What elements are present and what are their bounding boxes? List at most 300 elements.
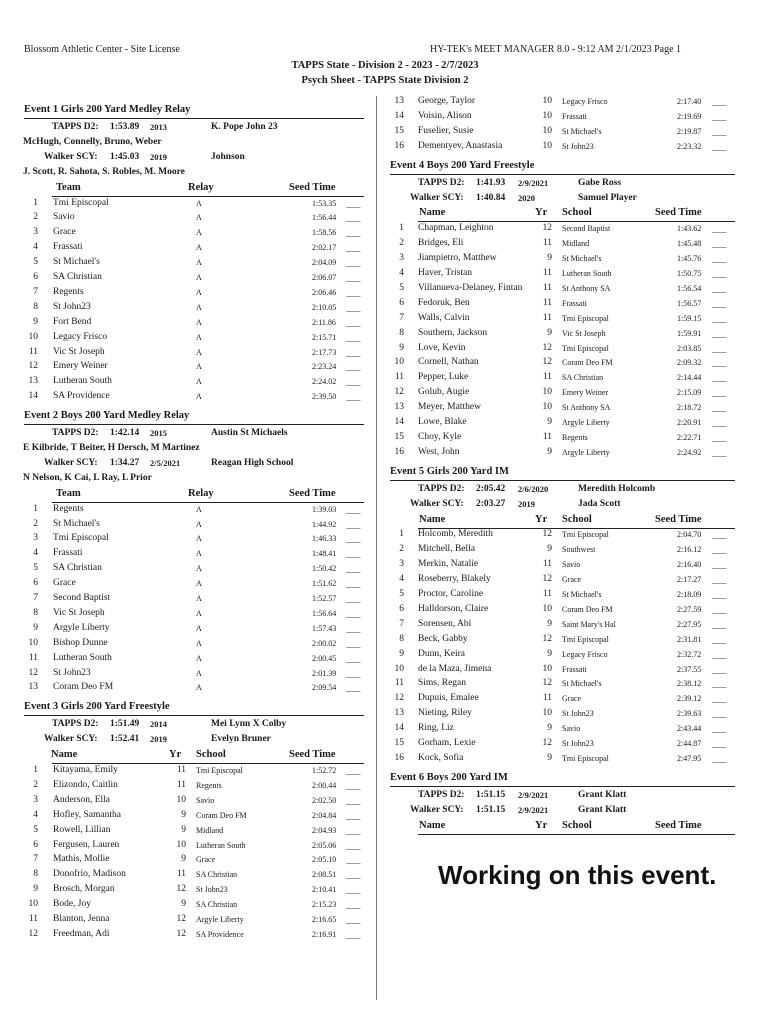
seed-rank: 8 [33, 301, 38, 312]
result-blank: ____ [712, 754, 726, 764]
header-yr: Yr [535, 207, 548, 219]
swimmer-year: 9 [547, 723, 552, 734]
result-blank: ____ [346, 363, 360, 373]
school-name: Grace [196, 855, 216, 865]
swimmer-name: Chapman, Leighton [418, 223, 494, 234]
record-date: 2/9/2021 [518, 177, 549, 188]
result-blank: ____ [346, 393, 360, 403]
relay-entry-row [24, 608, 364, 622]
swimmer-year: 12 [542, 678, 552, 689]
record-date: 2020 [518, 192, 535, 203]
seed-time: 2:24.92 [677, 447, 702, 457]
relay-letter: A [196, 638, 202, 648]
result-blank: ____ [346, 811, 360, 821]
seed-time: 2:19.87 [677, 126, 702, 136]
swimmer-year: 9 [547, 446, 552, 457]
record-line [390, 805, 735, 819]
result-blank: ____ [346, 303, 360, 313]
psych-sheet-title: Psych Sheet - TAPPS State Division 2 [301, 75, 469, 86]
school-name: Frassati [562, 111, 587, 121]
header-name: Name [419, 207, 446, 219]
seed-rank: 13 [394, 708, 404, 719]
school-name: St Anthony SA [562, 403, 611, 413]
record-label: Walker SCY: [410, 804, 464, 815]
swimmer-entry-row [390, 432, 735, 446]
record-label: TAPPS D2: [418, 483, 465, 494]
result-blank: ____ [712, 359, 726, 369]
seed-rank: 6 [399, 297, 404, 308]
relay-entry-row [24, 533, 364, 547]
header-yr: Yr [535, 819, 548, 831]
event-title-rule [390, 174, 735, 175]
result-blank: ____ [712, 695, 726, 705]
team-name: Argyle Liberty [53, 622, 110, 633]
seed-time: 1:45.48 [677, 239, 702, 249]
swimmer-year: 12 [176, 928, 186, 939]
seed-time: 2:05.10 [312, 855, 337, 865]
result-blank: ____ [346, 654, 360, 664]
seed-rank: 8 [33, 607, 38, 618]
swimmer-year: 10 [542, 402, 552, 413]
team-name: Lutheran South [53, 652, 112, 663]
school-name: Lutheran South [196, 840, 246, 850]
header-seed-time: Seed Time [655, 513, 702, 525]
seed-rank: 2 [399, 544, 404, 555]
team-name: Second Baptist [53, 593, 111, 603]
team-name: Tmi Episcopal [53, 197, 109, 208]
school-name: Lutheran South [562, 269, 612, 278]
swimmer-entry-row [390, 357, 735, 371]
swimmer-year: 11 [542, 589, 552, 599]
team-name: Legacy Frisco [53, 331, 108, 342]
swimmer-year: 12 [542, 342, 552, 353]
record-holder: Reagan High School [211, 457, 294, 468]
record-date: 2019 [518, 498, 535, 509]
seed-rank: 6 [399, 603, 404, 614]
seed-rank: 13 [394, 402, 404, 413]
school-name: St John23 [562, 709, 594, 719]
relay-entry-row [24, 227, 364, 241]
swimmer-entry-row [390, 693, 735, 707]
column-header-rule [418, 528, 735, 529]
record-line [24, 428, 364, 442]
seed-rank: 13 [394, 96, 404, 106]
swimmer-year: 10 [542, 387, 552, 398]
team-name: St John23 [53, 301, 91, 312]
school-name: Midland [562, 239, 590, 249]
seed-time: 2:22.71 [677, 432, 702, 442]
record-line [390, 178, 735, 192]
seed-time: 1:52.57 [312, 594, 337, 603]
seed-rank: 9 [33, 884, 38, 895]
swimmer-name: Walls, Calvin [418, 312, 470, 323]
seed-time: 2:04.09 [312, 258, 337, 268]
seed-rank: 7 [399, 618, 404, 629]
seed-time: 1:56.54 [677, 283, 702, 293]
swimmer-entry-row [390, 223, 735, 237]
seed-time: 2:18.09 [677, 590, 702, 599]
swimmer-name: Cornell, Nathan [418, 357, 479, 368]
seed-time: 2:43.44 [677, 724, 702, 734]
seed-time: 2:06.07 [312, 273, 337, 282]
seed-time: 1:52.72 [312, 766, 337, 775]
result-blank: ____ [712, 142, 726, 152]
relay-letter: A [196, 653, 202, 663]
result-blank: ____ [346, 595, 360, 604]
team-name: Vic St Joseph [53, 346, 105, 357]
record-date: 2014 [150, 719, 167, 730]
header-seed-time: Seed Time [655, 207, 702, 219]
record-time: 1:42.14 [110, 428, 140, 439]
result-blank: ____ [712, 127, 726, 137]
school-name: SA Christian [562, 373, 604, 383]
record-label: Walker SCY: [410, 498, 464, 509]
school-name: Savio [562, 724, 581, 734]
relay-letter: A [196, 347, 202, 357]
seed-rank: 7 [33, 854, 38, 865]
seed-rank: 1 [399, 529, 404, 540]
seed-time: 1:56.57 [677, 298, 702, 308]
swimmer-name: Hofley, Samantha [53, 809, 121, 820]
record-line [24, 458, 364, 472]
relay-entry-row [24, 317, 364, 331]
school-name: Regents [562, 432, 588, 442]
swimmer-name: Choy, Kyle [418, 431, 462, 442]
swimmer-year: 9 [547, 417, 552, 427]
result-blank: ____ [346, 565, 360, 575]
seed-rank: 14 [394, 417, 404, 427]
result-blank: ____ [712, 448, 726, 458]
swimmer-year: 9 [547, 618, 552, 629]
seed-rank: 5 [33, 563, 38, 574]
seed-rank: 2 [33, 212, 38, 223]
record-label: Walker SCY: [44, 734, 98, 745]
seed-time: 2:04.70 [677, 530, 702, 540]
result-blank: ____ [712, 419, 726, 428]
column-headers [390, 820, 735, 834]
record-time: 1:51.49 [110, 719, 140, 730]
seed-rank: 1 [33, 503, 38, 514]
swimmer-entry-row [24, 810, 364, 824]
header-yr: Yr [169, 749, 182, 761]
swimmer-name: Elizondo, Caitlin [53, 779, 118, 790]
record-line [24, 152, 364, 166]
relay-letter: A [196, 683, 202, 693]
record-time: 2:05.42 [476, 483, 506, 494]
swimmer-name: Fuselier, Susie [418, 125, 474, 136]
swimmer-year: 11 [542, 372, 552, 383]
record-line [24, 719, 364, 733]
result-blank: ____ [712, 561, 726, 571]
seed-time: 2:27.59 [677, 604, 702, 614]
school-name: Tmi Episcopal [562, 753, 609, 763]
seed-time: 2:10.41 [312, 885, 337, 895]
header-seed-time: Seed Time [289, 749, 336, 761]
relay-entry-row [24, 376, 364, 390]
swimmer-name: Sorensen, Abi [418, 618, 472, 629]
seed-rank: 8 [33, 869, 38, 880]
seed-time: 2:15.71 [312, 332, 337, 342]
seed-rank: 3 [33, 794, 38, 805]
record-label: Walker SCY: [410, 192, 464, 203]
swimmer-name: West, John [418, 446, 460, 457]
seed-rank: 3 [33, 227, 38, 238]
result-blank: ____ [712, 576, 726, 586]
seed-time: 2:17.73 [312, 347, 337, 357]
result-blank: ____ [346, 856, 360, 866]
school-name: Legacy Frisco [562, 649, 608, 659]
record-line [390, 193, 735, 207]
relay-entry-row [24, 563, 364, 577]
record-holder: Johnson [211, 151, 245, 162]
relay-entry-row [24, 347, 364, 361]
seed-rank: 11 [394, 372, 404, 383]
team-name: Emery Weiner [53, 361, 108, 372]
seed-rank: 10 [28, 331, 38, 342]
seed-time: 2:08.51 [312, 870, 337, 880]
column-headers [390, 207, 735, 221]
relay-letter: A [196, 504, 202, 514]
result-blank: ____ [712, 531, 726, 541]
swimmer-entry-row [390, 559, 735, 573]
result-blank: ____ [712, 284, 726, 294]
result-blank: ____ [712, 605, 726, 615]
seed-rank: 6 [33, 578, 38, 589]
result-blank: ____ [712, 591, 726, 600]
seed-rank: 8 [399, 633, 404, 644]
seed-time: 2:15.09 [677, 388, 702, 398]
seed-time: 2:09.54 [312, 683, 337, 693]
swimmer-entry-row [24, 914, 364, 928]
swimmer-entry-row [24, 929, 364, 943]
seed-time: 1:43.62 [677, 224, 702, 234]
seed-rank: 14 [394, 110, 404, 121]
result-blank: ____ [712, 270, 726, 279]
seed-time: 2:17.40 [677, 97, 702, 106]
swimmer-year: 12 [542, 223, 552, 234]
seed-rank: 3 [399, 559, 404, 570]
seed-rank: 13 [28, 376, 38, 387]
relay-letter: A [196, 608, 202, 618]
swimmer-entry-row [390, 604, 735, 618]
school-name: SA Christian [196, 870, 238, 880]
team-name: Vic St Joseph [53, 607, 105, 618]
result-blank: ____ [346, 378, 360, 388]
school-name: St Michael's [562, 126, 602, 136]
record-relay-names: J. Scott, R. Sahota, S. Robles, M. Moore [23, 166, 185, 177]
result-blank: ____ [346, 229, 360, 239]
seed-time: 2:11.86 [312, 317, 336, 327]
event-title: Event 4 Boys 200 Yard Freestyle [390, 159, 535, 171]
swimmer-entry-row [390, 417, 735, 431]
header-yr: Yr [535, 513, 548, 525]
result-blank: ____ [712, 112, 726, 122]
relay-entry-row [24, 682, 364, 696]
swimmer-name: Bode, Joy [53, 899, 91, 910]
event-title: Event 6 Boys 200 Yard IM [390, 771, 508, 783]
swimmer-year: 10 [542, 96, 552, 106]
swimmer-name: Proctor, Caroline [418, 589, 484, 599]
swimmer-entry-row [24, 899, 364, 913]
result-blank: ____ [346, 841, 360, 851]
team-name: Lutheran South [53, 376, 112, 387]
team-name: SA Christian [53, 272, 102, 282]
seed-rank: 15 [394, 431, 404, 442]
school-name: Grace [562, 694, 582, 704]
relay-letter: A [196, 258, 202, 268]
team-name: St Michael's [53, 518, 100, 529]
result-blank: ____ [346, 767, 360, 776]
swimmer-name: Kitayama, Emily [53, 765, 118, 775]
seed-time: 2:39.12 [677, 694, 702, 704]
relay-entry-row [24, 653, 364, 667]
seed-rank: 5 [33, 257, 38, 268]
seed-time: 2:19.69 [677, 111, 702, 121]
event-title: Event 1 Girls 200 Yard Medley Relay [24, 104, 191, 115]
swimmer-year: 12 [176, 884, 186, 895]
seed-rank: 8 [399, 327, 404, 338]
seed-rank: 16 [394, 446, 404, 457]
swimmer-entry-row [390, 268, 735, 282]
record-label: TAPPS D2: [52, 719, 99, 730]
relay-letter: A [196, 332, 202, 342]
swimmer-entry-row [390, 298, 735, 312]
swimmer-entry-row [390, 402, 735, 416]
header-team: Team [56, 487, 81, 499]
seed-time: 1:44.92 [312, 519, 337, 529]
school-name: Savio [562, 560, 581, 570]
header-seed-time: Seed Time [289, 181, 336, 193]
relay-entry-row [24, 504, 364, 518]
team-name: Fort Bend [53, 316, 92, 327]
swimmer-year: 12 [542, 633, 552, 644]
relay-entry-row [24, 242, 364, 256]
seed-rank: 2 [399, 238, 404, 249]
column-headers [24, 488, 364, 502]
result-blank: ____ [346, 288, 360, 298]
seed-rank: 10 [394, 663, 404, 674]
column-header-rule [52, 763, 364, 764]
relay-entry-row [24, 332, 364, 346]
seed-time: 2:16.12 [677, 545, 702, 555]
swimmer-entry-row [390, 141, 735, 155]
swimmer-year: 9 [181, 824, 186, 835]
swimmer-year: 12 [542, 357, 552, 368]
school-name: St John23 [562, 739, 594, 748]
swimmer-entry-row [390, 708, 735, 722]
result-blank: ____ [346, 274, 360, 283]
seed-rank: 9 [33, 622, 38, 633]
seed-rank: 16 [394, 140, 404, 151]
seed-rank: 12 [394, 693, 404, 704]
school-name: Coram Deo FM [196, 810, 247, 820]
team-name: Regents [53, 503, 84, 514]
result-blank: ____ [346, 333, 360, 343]
school-name: Midland [196, 825, 224, 835]
relay-letter: A [196, 273, 202, 282]
result-blank: ____ [712, 710, 726, 720]
seed-rank: 4 [399, 574, 404, 585]
swimmer-year: 9 [547, 752, 552, 763]
result-blank: ____ [346, 684, 360, 694]
record-time: 1:40.84 [476, 192, 506, 203]
seed-rank: 4 [33, 809, 38, 820]
result-blank: ____ [346, 871, 360, 881]
column-header-rule [52, 502, 364, 503]
result-blank: ____ [712, 329, 726, 339]
swimmer-year: 9 [547, 544, 552, 555]
record-holder: Austin St Michaels [211, 428, 288, 439]
header-seed-time: Seed Time [655, 819, 702, 831]
swimmer-year: 12 [542, 738, 552, 748]
column-headers [24, 182, 364, 196]
swimmer-name: Villanueva-Delaney, Fintan [418, 282, 523, 293]
record-line [24, 122, 364, 136]
swimmer-entry-row [390, 664, 735, 678]
seed-rank: 12 [394, 387, 404, 398]
record-line [24, 734, 364, 748]
team-name: Regents [53, 286, 84, 297]
header-relay: Relay [188, 487, 214, 499]
swimmer-year: 10 [542, 603, 552, 614]
seed-time: 2:00.02 [312, 638, 337, 648]
swimmer-entry-row [390, 328, 735, 342]
relay-entry-row [24, 519, 364, 533]
swimmer-year: 9 [181, 809, 186, 820]
column-headers [24, 749, 364, 763]
seed-time: 2:03.85 [677, 343, 702, 353]
relay-letter: A [196, 243, 202, 253]
result-blank: ____ [346, 669, 360, 679]
result-blank: ____ [712, 725, 726, 735]
swimmer-name: Mathis, Mollie [53, 854, 110, 865]
result-blank: ____ [712, 650, 726, 660]
swimmer-entry-row [24, 869, 364, 883]
result-blank: ____ [346, 930, 360, 940]
school-name: St John23 [562, 141, 594, 151]
relay-letter: A [196, 228, 202, 238]
swimmer-name: Merkin, Natalie [418, 559, 479, 570]
seed-time: 2:00.45 [312, 653, 337, 663]
swimmer-name: Dupuis, Emalee [418, 693, 479, 704]
seed-time: 2:31.81 [677, 634, 702, 644]
school-name: Second Baptist [562, 224, 611, 234]
seed-time: 1:59.15 [677, 313, 702, 323]
header-school: School [562, 819, 592, 831]
swimmer-entry-row [24, 884, 364, 898]
header-name: Name [419, 819, 446, 831]
result-blank: ____ [712, 240, 726, 250]
seed-rank: 9 [399, 648, 404, 659]
team-name: SA Christian [53, 563, 102, 574]
swimmer-name: Gorham, Lexie [418, 738, 476, 748]
record-date: 2/6/2020 [518, 483, 549, 494]
swimmer-year: 10 [542, 125, 552, 136]
swimmer-name: Lowe, Blake [418, 417, 467, 427]
record-line [390, 790, 735, 804]
swimmer-name: Kock, Sofia [418, 752, 464, 763]
result-blank: ____ [346, 244, 360, 254]
column-headers [390, 514, 735, 528]
swimmer-name: Dementyev, Anastasia [418, 140, 503, 151]
seed-rank: 4 [33, 242, 38, 253]
school-name: Argyle Liberty [562, 447, 610, 457]
result-blank: ____ [712, 665, 726, 675]
seed-rank: 1 [33, 765, 38, 775]
header-relay: Relay [188, 181, 214, 193]
seed-time: 2:23.32 [677, 141, 702, 151]
school-name: Vic St Joseph [562, 328, 606, 338]
